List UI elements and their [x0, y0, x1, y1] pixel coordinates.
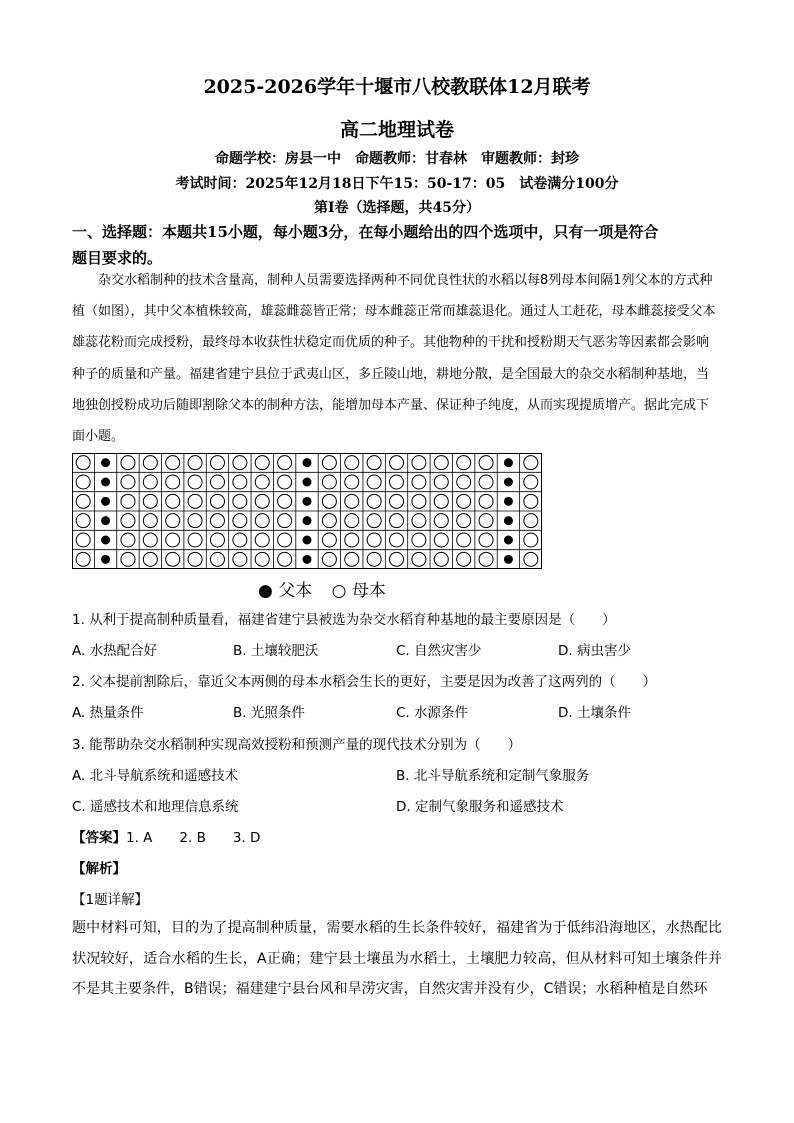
mother-plant: [367, 514, 381, 528]
father-plant: [102, 517, 110, 525]
mother-plant: [524, 494, 538, 508]
mother-plant: [166, 456, 180, 470]
mother-plant: [322, 456, 336, 470]
mother-plant: [76, 475, 90, 489]
father-plant: [102, 536, 110, 544]
mother-plant: [479, 533, 493, 547]
q2-option-c: C. 水源条件: [396, 705, 469, 721]
material-passage: 杂交水稻制种的技术含量高，制种人员需要选择两种不同优良性状的水稻以每8列母本间隔1列父本的方式种植（如图），其中父本植株较高，雄蕊雌蕊皆正常；母本雌蕊正常而雄蕊退化。通过人工赶花，母本雌蕊接受父本雄蕊花粉而完成授粉，最终母本收获性状稳定而优质的种子。其他物种的干扰和授粉期天气恶劣等因素都会影响种子的质量和产量。福建省建宁县位于武夷山区，多丘陵山地，耕地分散，是全国最大的杂交水稻制种基地，当地独创授粉成功后随即割除父本的制种方法，能增加母本产量、保证种子纯度，从而实现提质增产。据此完成下面小题。: [72, 273, 716, 445]
father-plant: [504, 555, 512, 563]
mother-plant: [188, 475, 202, 489]
mother-plant: [412, 475, 426, 489]
mother-plant: [143, 456, 157, 470]
mother-plant: [233, 552, 247, 566]
mother-plant: [278, 494, 292, 508]
mother-plant: [390, 456, 404, 470]
mother-plant: [121, 514, 135, 528]
mother-plant: [233, 475, 247, 489]
q3-option-b: B. 北斗导航系统和定制气象服务: [396, 768, 590, 784]
mother-plant: [322, 494, 336, 508]
mother-plant: [188, 533, 202, 547]
mother-plant: [233, 494, 247, 508]
diagram-legend: [258, 576, 386, 601]
volume-heading: 第Ⅰ卷（选择题，共45分）: [313, 200, 481, 216]
mother-plant: [345, 514, 359, 528]
father-plant: [303, 459, 311, 467]
mother-plant: [143, 552, 157, 566]
mother-plant: [367, 552, 381, 566]
mother-plant: [457, 552, 471, 566]
mother-plant: [166, 552, 180, 566]
mother-plant: [390, 533, 404, 547]
mother-plant: [278, 533, 292, 547]
mother-plant: [255, 494, 269, 508]
mother-plant: [434, 552, 448, 566]
mother-plant: [143, 514, 157, 528]
mother-plant: [457, 533, 471, 547]
mother-plant: [255, 456, 269, 470]
mother-plant: [322, 475, 336, 489]
answer-label: 【答案】: [72, 830, 126, 846]
legend-father: ● 父本: [258, 581, 313, 601]
father-plant: [504, 459, 512, 467]
father-plant: [303, 478, 311, 486]
mother-plant: [166, 514, 180, 528]
mother-plant: [255, 533, 269, 547]
mother-plant: [210, 456, 224, 470]
mother-plant: [367, 475, 381, 489]
mother-plant: [345, 533, 359, 547]
question-2-stem: 2. 父本提前割除后，靠近父本两侧的母本水稻会生长的更好，主要是因为改善了这两列的（ ）: [72, 674, 657, 690]
father-plant: [303, 517, 311, 525]
mother-plant: [233, 533, 247, 547]
q1-option-d: D. 病虫害少: [558, 643, 631, 659]
section-heading-line1: 一、选择题：本题共15小题，每小题3分，在每小题给出的四个选项中，只有一项是符合: [72, 223, 659, 241]
q3-option-d: D. 定制气象服务和遥感技术: [396, 799, 564, 815]
mother-plant: [434, 475, 448, 489]
father-plant: [303, 497, 311, 505]
mother-plant: [188, 552, 202, 566]
father-plant: [303, 536, 311, 544]
q3-option-a: A. 北斗导航系统和遥感技术: [72, 768, 239, 784]
mother-plant: [367, 533, 381, 547]
mother-plant: [434, 494, 448, 508]
mother-plant: [233, 456, 247, 470]
mother-plant: [412, 456, 426, 470]
mother-plant: [412, 514, 426, 528]
mother-plant: [479, 552, 493, 566]
mother-plant: [188, 494, 202, 508]
exam-info-line: 考试时间：2025年12月18日下午15：50-17：05 试卷满分100分: [175, 176, 619, 192]
mother-plant: [143, 533, 157, 547]
mother-plant: [345, 552, 359, 566]
mother-plant: [210, 514, 224, 528]
question-3-stem: 3. 能帮助杂交水稻制种实现高效授粉和预测产量的现代技术分别为（ ）: [72, 737, 522, 753]
setters-line: 命题学校：房县一中 命题教师：甘春林 审题教师：封珍: [215, 151, 579, 167]
mother-plant: [76, 552, 90, 566]
q1-option-b: B. 土壤较肥沃: [233, 643, 319, 659]
mother-plant: [188, 456, 202, 470]
mother-plant: [166, 494, 180, 508]
father-plant: [303, 555, 311, 563]
answer-text: 1. A 2. B 3. D: [126, 830, 261, 846]
father-plant: [102, 497, 110, 505]
mother-plant: [121, 494, 135, 508]
q1-option-c: C. 自然灾害少: [396, 643, 482, 659]
mother-plant: [367, 456, 381, 470]
mother-plant: [166, 475, 180, 489]
mother-plant: [76, 514, 90, 528]
detail-text: 题中材料可知，目的为了提高制种质量，需要水稻的生长条件较好，福建省为于低纬沿海地区，水热配比状况较好，适合水稻的生长，A正确；建宁县土壤虽为水稻土，土壤肥力较高，但从材料可知土壤条件并不是其主要条件，B错误；福建建宁县台风和旱涝灾害，自然灾害并没有少，C错误；水稻种植是自然环: [72, 920, 722, 998]
mother-plant: [278, 475, 292, 489]
mother-plant: [524, 533, 538, 547]
mother-plant: [412, 552, 426, 566]
mother-plant: [345, 494, 359, 508]
father-plant: [504, 478, 512, 486]
answer-line: [72, 826, 260, 846]
mother-plant: [188, 514, 202, 528]
mother-plant: [434, 456, 448, 470]
father-plant: [504, 536, 512, 544]
detail-label: 【1题详解】: [72, 892, 149, 908]
father-plant: [102, 459, 110, 467]
mother-plant: [278, 514, 292, 528]
mother-plant: [479, 514, 493, 528]
mother-plant: [322, 552, 336, 566]
mother-plant: [166, 533, 180, 547]
mother-plant: [524, 456, 538, 470]
mother-plant: [255, 475, 269, 489]
mother-plant: [255, 552, 269, 566]
mother-plant: [278, 552, 292, 566]
mother-plant: [322, 514, 336, 528]
mother-plant: [322, 533, 336, 547]
father-plant: [102, 478, 110, 486]
mother-plant: [76, 494, 90, 508]
mother-plant: [524, 514, 538, 528]
mother-plant: [210, 533, 224, 547]
mother-plant: [255, 514, 269, 528]
mother-plant: [524, 475, 538, 489]
mother-plant: [412, 494, 426, 508]
mother-plant: [390, 514, 404, 528]
mother-plant: [457, 456, 471, 470]
q1-option-a: A. 水热配合好: [72, 643, 158, 659]
legend-mother: ○ 母本: [331, 581, 386, 601]
section-heading-line2: 题目要求的。: [72, 249, 163, 267]
exam-title: 2025-2026学年十堰市八校教联体12月联考: [203, 76, 591, 98]
mother-plant: [278, 456, 292, 470]
q2-option-d: D. 土壤条件: [558, 705, 631, 721]
mother-plant: [121, 552, 135, 566]
father-plant: [504, 517, 512, 525]
paper-subtitle: 高二地理试卷: [339, 119, 454, 141]
mother-plant: [457, 514, 471, 528]
mother-plant: [367, 494, 381, 508]
mother-plant: [524, 552, 538, 566]
mother-plant: [390, 552, 404, 566]
q2-option-a: A. 热量条件: [72, 705, 144, 721]
q3-option-c: C. 遥感技术和地理信息系统: [72, 799, 239, 815]
mother-plant: [143, 494, 157, 508]
mother-plant: [434, 514, 448, 528]
mother-plant: [121, 475, 135, 489]
mother-plant: [76, 533, 90, 547]
mother-plant: [390, 475, 404, 489]
mother-plant: [121, 456, 135, 470]
planting-diagram: [72, 453, 542, 569]
analysis-label: 【解析】: [72, 861, 126, 877]
mother-plant: [121, 533, 135, 547]
mother-plant: [210, 494, 224, 508]
mother-plant: [479, 494, 493, 508]
mother-plant: [457, 475, 471, 489]
mother-plant: [434, 533, 448, 547]
mother-plant: [76, 456, 90, 470]
father-plant: [504, 497, 512, 505]
mother-plant: [345, 456, 359, 470]
mother-plant: [390, 494, 404, 508]
father-plant: [102, 555, 110, 563]
mother-plant: [479, 475, 493, 489]
mother-plant: [345, 475, 359, 489]
mother-plant: [457, 494, 471, 508]
mother-plant: [233, 514, 247, 528]
mother-plant: [412, 533, 426, 547]
mother-plant: [210, 552, 224, 566]
mother-plant: [479, 456, 493, 470]
q2-option-b: B. 光照条件: [233, 705, 305, 721]
mother-plant: [210, 475, 224, 489]
question-1-stem: 1. 从利于提高制种质量看，福建省建宁县被选为杂交水稻育种基地的最主要原因是（ ）: [72, 612, 616, 628]
mother-plant: [143, 475, 157, 489]
